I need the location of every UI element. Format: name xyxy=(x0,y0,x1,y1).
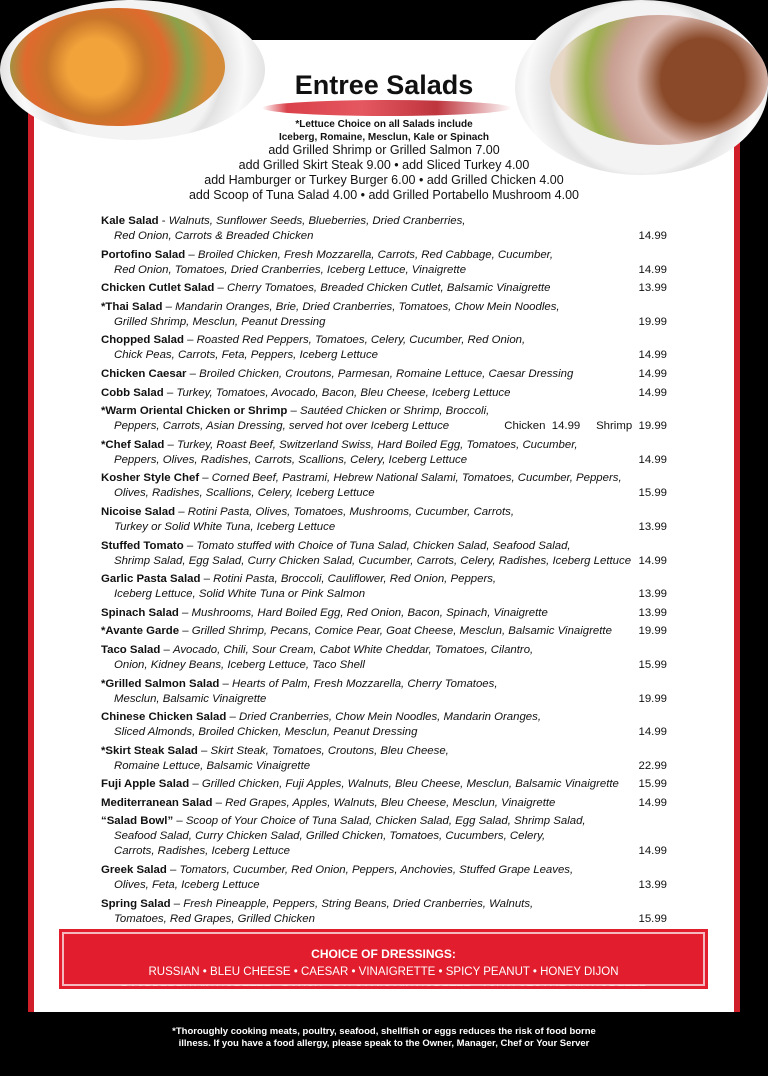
page-title xyxy=(0,70,768,101)
item-price: 13.99 xyxy=(638,588,667,601)
item-separator: – xyxy=(170,897,184,910)
menu-item xyxy=(101,471,667,501)
item-first-line xyxy=(101,897,667,912)
item-description: Grilled Shrimp, Mesclun, Peanut Dressing xyxy=(114,315,326,328)
item-name: *Grilled Salmon Salad xyxy=(101,677,220,690)
lettuce-note-line: *Lettuce Choice on all Salads include xyxy=(295,119,473,130)
menu-item xyxy=(101,624,667,639)
item-name: Greek Salad xyxy=(101,864,167,877)
item-description: Mushrooms, Hard Boiled Egg, Red Onion, Bacon, Spinach, Vinaigrette xyxy=(191,606,548,619)
item-description: Broiled Chicken, Fresh Mozzarella, Carrots, Red Cabbage, Cucumber, xyxy=(197,248,554,261)
item-description: Dried Cranberries, Chow Mein Noodles, Mandarin Oranges, xyxy=(239,711,542,724)
item-description: Turkey or Solid White Tuna, Iceberg Lettuce xyxy=(114,520,336,533)
item-description: Red Onion, Tomatoes, Dried Cranberries, Iceberg Lettuce, Vinaigrette xyxy=(114,263,467,276)
item-name: *Skirt Steak Salad xyxy=(101,744,198,757)
item-separator: – xyxy=(185,248,198,261)
item-description: Tomators, Cucumber, Red Onion, Peppers, Anchovies, Stuffed Grape Leaves, xyxy=(179,864,574,877)
item-separator: – xyxy=(200,573,214,586)
item-price: 15.99 xyxy=(638,658,667,671)
item-first-line xyxy=(101,606,667,621)
item-separator: – xyxy=(226,711,240,724)
item-name: Fuji Apple Salad xyxy=(101,778,190,791)
item-name: *Chef Salad xyxy=(101,438,165,451)
item-separator: – xyxy=(186,367,200,380)
item-description: Roasted Red Peppers, Tomatoes, Celery, Cucumber, Red Onion, xyxy=(196,334,526,347)
item-description: Seafood Salad, Curry Chicken Salad, Grilled Chicken, Tomatoes, Cucumbers, Celery, xyxy=(114,830,546,843)
menu-item xyxy=(101,505,667,535)
item-separator: – xyxy=(214,282,227,295)
title-text: Entree Salads xyxy=(294,70,474,100)
item-separator: – xyxy=(287,405,300,418)
item-description: Rotini Pasta, Broccoli, Cauliflower, Red Onion, Peppers, xyxy=(213,573,497,586)
item-description: Olives, Radishes, Scallions, Celery, Iceberg Lettuce xyxy=(114,487,375,500)
item-price: 14.99 xyxy=(638,554,667,567)
menu-item xyxy=(101,710,667,740)
item-separator: – xyxy=(164,438,177,451)
item-first-line xyxy=(101,333,667,348)
addon-line: add Scoop of Tuna Salad 4.00 • add Grilled Portabello Mushroom 4.00 xyxy=(188,188,580,202)
menu-item xyxy=(101,643,667,673)
item-first-line xyxy=(101,710,667,725)
item-separator: – xyxy=(163,386,177,399)
item-description: Carrots, Radishes, Iceberg Lettuce xyxy=(114,845,291,858)
menu-item xyxy=(101,814,667,859)
item-first-line xyxy=(101,300,667,315)
item-name: Portofino Salad xyxy=(101,248,186,261)
item-first-line xyxy=(101,471,667,486)
menu-item xyxy=(101,248,667,278)
menu-item xyxy=(101,438,667,468)
item-description: Onion, Kidney Beans, Iceberg Lettuce, Taco Shell xyxy=(114,658,365,671)
item-price: 13.99 xyxy=(638,606,667,619)
item-first-line xyxy=(101,438,667,453)
item-description: Sautéed Chicken or Shrimp, Broccoli, xyxy=(299,405,490,418)
item-name: *Warm Oriental Chicken or Shrimp xyxy=(101,405,288,418)
disclaimer-line: illness. If you have a food allergy, please speak to the Owner, Manager, Chef or Your Server xyxy=(178,1038,590,1049)
item-name: Spinach Salad xyxy=(101,606,179,619)
item-name: *Avante Garde xyxy=(101,625,180,638)
menu-item xyxy=(101,677,667,707)
item-name: Cobb Salad xyxy=(101,386,164,399)
item-first-line xyxy=(101,505,667,520)
item-first-line xyxy=(101,404,667,419)
item-description: Tomato stuffed with Choice of Tuna Salad, Chicken Salad, Seafood Salad, xyxy=(196,539,571,552)
item-name: Kosher Style Chef xyxy=(101,472,200,485)
menu-item xyxy=(101,744,667,774)
item-description: Chick Peas, Carrots, Feta, Peppers, Iceberg Lettuce xyxy=(114,349,379,362)
item-price: 14.99 xyxy=(638,367,667,380)
item-price: 19.99 xyxy=(638,692,667,705)
item-separator: – xyxy=(183,539,197,552)
item-description: Grilled Chicken, Fuji Apples, Walnuts, Bleu Cheese, Mesclun, Balsamic Vinaigrette xyxy=(201,778,619,791)
item-price: 19.99 xyxy=(638,315,667,328)
menu-item xyxy=(101,863,667,893)
item-separator: - xyxy=(158,215,169,227)
menu-item xyxy=(101,367,667,382)
item-name: Mediterranean Salad xyxy=(101,796,213,809)
item-price: 14.99 xyxy=(638,263,667,276)
item-first-line xyxy=(101,777,667,792)
item-price: 14.99 xyxy=(638,726,667,739)
item-name: Spring Salad xyxy=(101,897,171,910)
item-separator: – xyxy=(179,625,192,638)
item-separator: – xyxy=(178,606,192,619)
item-first-line xyxy=(101,677,667,692)
menu-item xyxy=(101,606,667,621)
item-description: Scoop of Your Choice of Tuna Salad, Chicken Salad, Egg Salad, Shrimp Salad, xyxy=(185,815,586,828)
item-price: 13.99 xyxy=(638,879,667,892)
red-brush-stroke xyxy=(262,100,512,116)
item-price: 19.99 xyxy=(638,625,667,638)
salad-food xyxy=(10,8,225,126)
item-description: Romaine Lettuce, Balsamic Vinaigrette xyxy=(114,759,311,772)
item-name: Taco Salad xyxy=(101,643,161,656)
menu-item xyxy=(101,300,667,330)
item-price: 22.99 xyxy=(638,759,667,772)
menu-item xyxy=(101,404,667,434)
item-first-line xyxy=(101,539,667,554)
item-description: Peppers, Olives, Radishes, Carrots, Scallions, Celery, Iceberg Lettuce xyxy=(114,453,468,466)
menu-item xyxy=(101,539,667,569)
item-first-line xyxy=(101,624,667,639)
item-first-line xyxy=(101,744,667,759)
item-price: 13.99 xyxy=(638,520,667,533)
item-price: 15.99 xyxy=(638,912,667,925)
item-description: Hearts of Palm, Fresh Mozzarella, Cherry Tomatoes, xyxy=(232,677,498,690)
menu-item xyxy=(101,897,667,927)
item-separator: – xyxy=(173,815,186,828)
item-description: Walnuts, Sunflower Seeds, Blueberries, Dried Cranberries, xyxy=(168,215,466,227)
item-description: Cherry Tomatoes, Breaded Chicken Cutlet, Balsamic Vinaigrette xyxy=(226,282,551,295)
item-description: Iceberg Lettuce, Solid White Tuna or Pink Salmon xyxy=(114,588,366,601)
item-description: Red Onion, Carrots & Breaded Chicken xyxy=(114,230,314,242)
addon-line: add Hamburger or Turkey Burger 6.00 • add Grilled Chicken 4.00 xyxy=(204,173,564,187)
menu-item xyxy=(101,386,667,401)
item-separator: – xyxy=(199,472,212,485)
item-first-line xyxy=(101,814,667,829)
item-first-line xyxy=(101,386,667,401)
menu-item xyxy=(101,796,667,811)
menu-item xyxy=(101,572,667,602)
item-description: Grilled Shrimp, Pecans, Comice Pear, Goat Cheese, Mesclun, Balsamic Vinaigrette xyxy=(191,625,612,638)
item-description: Sliced Almonds, Broiled Chicken, Mesclun, Peanut Dressing xyxy=(114,726,418,739)
item-description: Olives, Feta, Iceberg Lettuce xyxy=(114,879,260,892)
item-description: Turkey, Roast Beef, Switzerland Swiss, Hard Boiled Egg, Tomatoes, Cucumber, xyxy=(176,438,578,451)
lettuce-note xyxy=(0,118,768,144)
menu-item xyxy=(101,333,667,363)
item-separator: – xyxy=(219,677,233,690)
dressings-box xyxy=(62,932,705,997)
dressings-line: RUSSIAN • BLEU CHEESE • CAESAR • VINAIGRETTE • SPICY PEANUT • HONEY DIJON xyxy=(148,966,619,978)
item-separator: – xyxy=(166,864,180,877)
item-first-line xyxy=(101,643,667,658)
item-price: 14.99 xyxy=(638,796,667,809)
dressings-line: RASPBERRY VINAIGRETTE • RANCH • BALSAMIC VINAIGRETTE • ASIAN SESAME VINAIGRETTE xyxy=(120,985,647,997)
item-separator: – xyxy=(183,334,197,347)
menu-item xyxy=(101,214,667,244)
item-name: Stuffed Tomato xyxy=(101,539,184,552)
item-price: 14.99 xyxy=(638,453,667,466)
item-name: Nicoise Salad xyxy=(101,505,176,518)
item-description: Fresh Pineapple, Peppers, String Beans, Dried Cranberries, Walnuts, xyxy=(183,897,534,910)
item-description: Broiled Chicken, Croutons, Parmesan, Romaine Lettuce, Caesar Dressing xyxy=(199,367,574,380)
item-price: 15.99 xyxy=(638,778,667,791)
item-description: Avocado, Chili, Sour Cream, Cabot White Cheddar, Tomatoes, Cilantro, xyxy=(172,643,534,656)
item-name: Chopped Salad xyxy=(101,334,184,347)
item-first-line xyxy=(101,367,667,382)
dressings-heading: CHOICE OF DRESSINGS: xyxy=(311,947,456,961)
item-name: Kale Salad xyxy=(101,215,159,227)
item-separator: – xyxy=(189,778,202,791)
item-first-line xyxy=(101,796,667,811)
item-separator: – xyxy=(212,796,226,809)
menu-item xyxy=(101,281,667,296)
item-name: *Thai Salad xyxy=(101,300,163,313)
item-description: Rotini Pasta, Olives, Tomatoes, Mushrooms, Cucumber, Carrots, xyxy=(187,505,514,518)
item-price: 14.99 xyxy=(638,386,667,399)
item-description: Mesclun, Balsamic Vinaigrette xyxy=(114,692,267,705)
item-description: Peppers, Carrots, Asian Dressing, served hot over Iceberg Lettuce xyxy=(114,420,450,433)
item-description: Tomatoes, Red Grapes, Grilled Chicken xyxy=(114,912,315,925)
item-name: Chicken Caesar xyxy=(101,367,187,380)
lettuce-note-line: Iceberg, Romaine, Mesclun, Kale or Spinach xyxy=(278,132,490,143)
item-name: “Salad Bowl” xyxy=(101,815,174,828)
item-name: Garlic Pasta Salad xyxy=(101,573,201,586)
item-price: Chicken 14.99 Shrimp 19.99 xyxy=(504,420,667,433)
item-first-line xyxy=(101,214,667,229)
item-price: 14.99 xyxy=(638,845,667,858)
item-description: Red Grapes, Apples, Walnuts, Bleu Cheese, Mesclun, Vinaigrette xyxy=(225,796,556,809)
item-first-line xyxy=(101,248,667,263)
item-price: 15.99 xyxy=(638,487,667,500)
item-separator: – xyxy=(175,505,188,518)
item-price: 13.99 xyxy=(638,282,667,295)
item-name: Chicken Cutlet Salad xyxy=(101,282,215,295)
item-separator: – xyxy=(197,744,211,757)
disclaimer-line: *Thoroughly cooking meats, poultry, seafood, shellfish or eggs reduces the risk of food borne xyxy=(172,1026,596,1037)
addon-line: add Grilled Shrimp or Grilled Salmon 7.00 xyxy=(268,143,500,157)
item-description: Turkey, Tomatoes, Avocado, Bacon, Bleu Cheese, Iceberg Lettuce xyxy=(176,386,511,399)
item-price: 14.99 xyxy=(638,230,667,242)
item-first-line xyxy=(101,281,667,296)
item-name: Chinese Chicken Salad xyxy=(101,711,227,724)
item-separator: – xyxy=(160,643,173,656)
item-description: Shrimp Salad, Egg Salad, Curry Chicken Salad, Cucumber, Carrots, Celery, Radishes, Iceberg Lettuce xyxy=(114,554,632,567)
item-description: Mandarin Oranges, Brie, Dried Cranberries, Tomatoes, Chow Mein Noodles, xyxy=(175,300,560,313)
item-first-line xyxy=(101,863,667,878)
item-description: Corned Beef, Pastrami, Hebrew National Salami, Tomatoes, Cucumber, Peppers, xyxy=(211,472,622,485)
allergy-disclaimer xyxy=(0,1026,768,1050)
salad-menu-list xyxy=(101,214,667,930)
addons-list xyxy=(0,143,768,203)
item-separator: – xyxy=(162,300,176,313)
item-description: Skirt Steak, Tomatoes, Croutons, Bleu Cheese, xyxy=(210,744,449,757)
addon-line: add Grilled Skirt Steak 9.00 • add Sliced Turkey 4.00 xyxy=(238,158,530,172)
item-first-line xyxy=(101,572,667,587)
menu-item xyxy=(101,777,667,792)
item-price: 14.99 xyxy=(638,349,667,362)
